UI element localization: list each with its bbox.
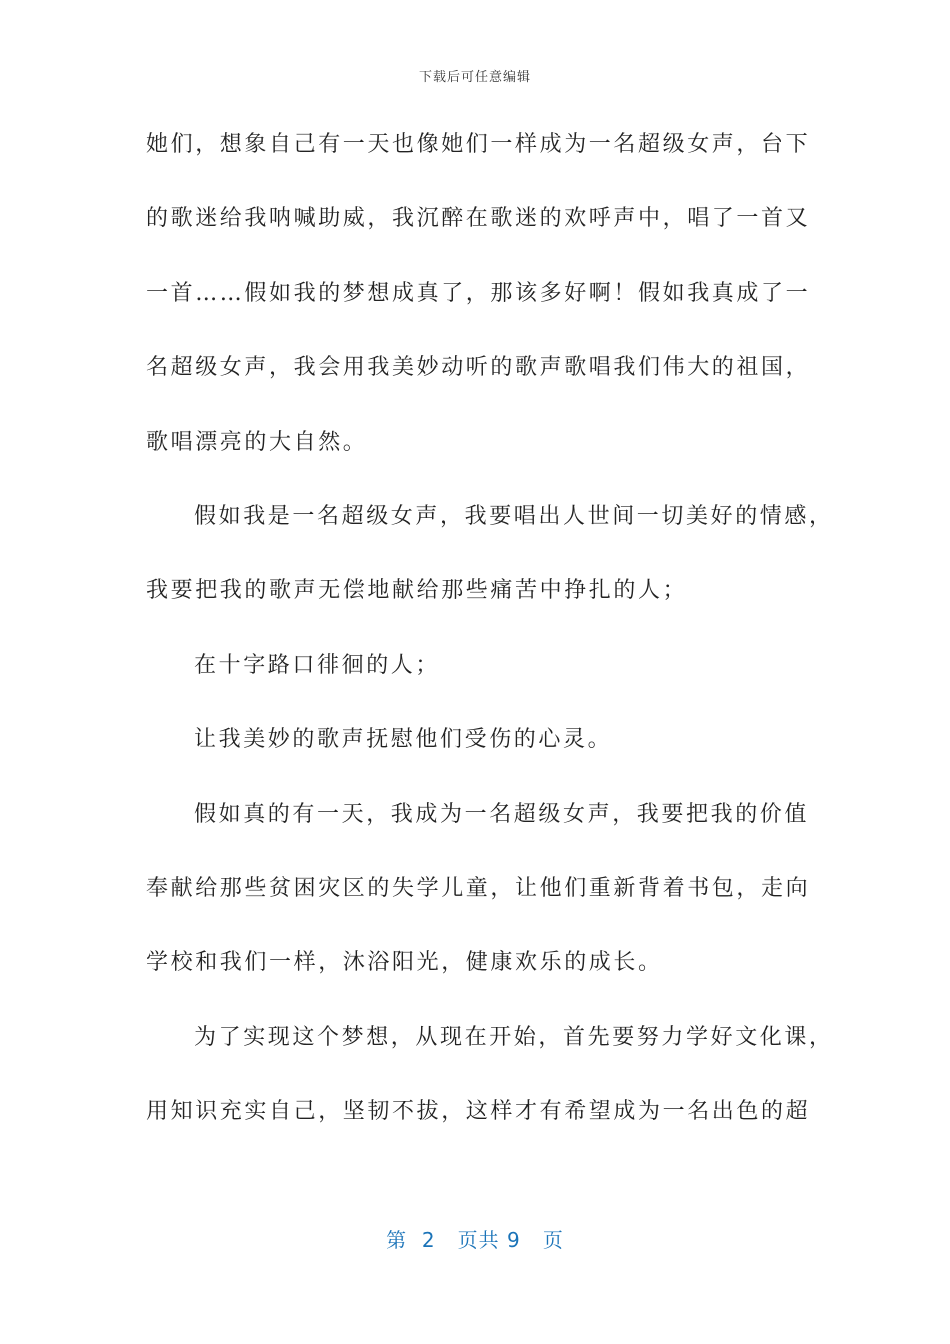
body-line-2: 的歌迷给我呐喊助威，我沉醉在歌迷的欢呼声中，唱了一首又 [146, 206, 811, 232]
page-number-footer: 第 2 页共 9 页 [386, 1228, 564, 1252]
body-line-10: 假如真的有一天，我成为一名超级女声，我要把我的价值 [194, 801, 810, 827]
body-line-9: 让我美妙的歌声抚慰他们受伤的心灵。 [194, 727, 613, 753]
body-line-1: 她们，想象自己有一天也像她们一样成为一名超级女声，台下 [146, 132, 811, 157]
body-line-8: 在十字路口徘徊的人； [194, 652, 441, 678]
body-line-3: 一首……假如我的梦想成真了，那该多好啊！假如我真成了一 [146, 280, 811, 306]
body-line-7: 我要把我的歌声无偿地献给那些痛苦中挣扎的人； [146, 578, 688, 604]
body-line-11: 奉献给那些贫困灾区的失学儿童，让他们重新背着书包，走向 [146, 875, 811, 901]
body-line-12: 学校和我们一样，沐浴阳光，健康欢乐的成长。 [146, 950, 663, 976]
body-line-13: 为了实现这个梦想，从现在开始，首先要努力学好文化课， [194, 1024, 834, 1050]
body-line-5: 歌唱漂亮的大自然。 [146, 429, 368, 455]
body-line-14: 用知识充实自己，坚韧不拔，这样才有希望成为一名出色的超 [146, 1099, 811, 1125]
body-line-6: 假如我是一名超级女声，我要唱出人世间一切美好的情感， [194, 503, 834, 529]
page-header: 下载后可任意编辑 [418, 70, 531, 85]
body-line-4: 名超级女声，我会用我美妙动听的歌声歌唱我们伟大的祖国， [146, 355, 811, 381]
document-body [146, 122, 834, 1163]
